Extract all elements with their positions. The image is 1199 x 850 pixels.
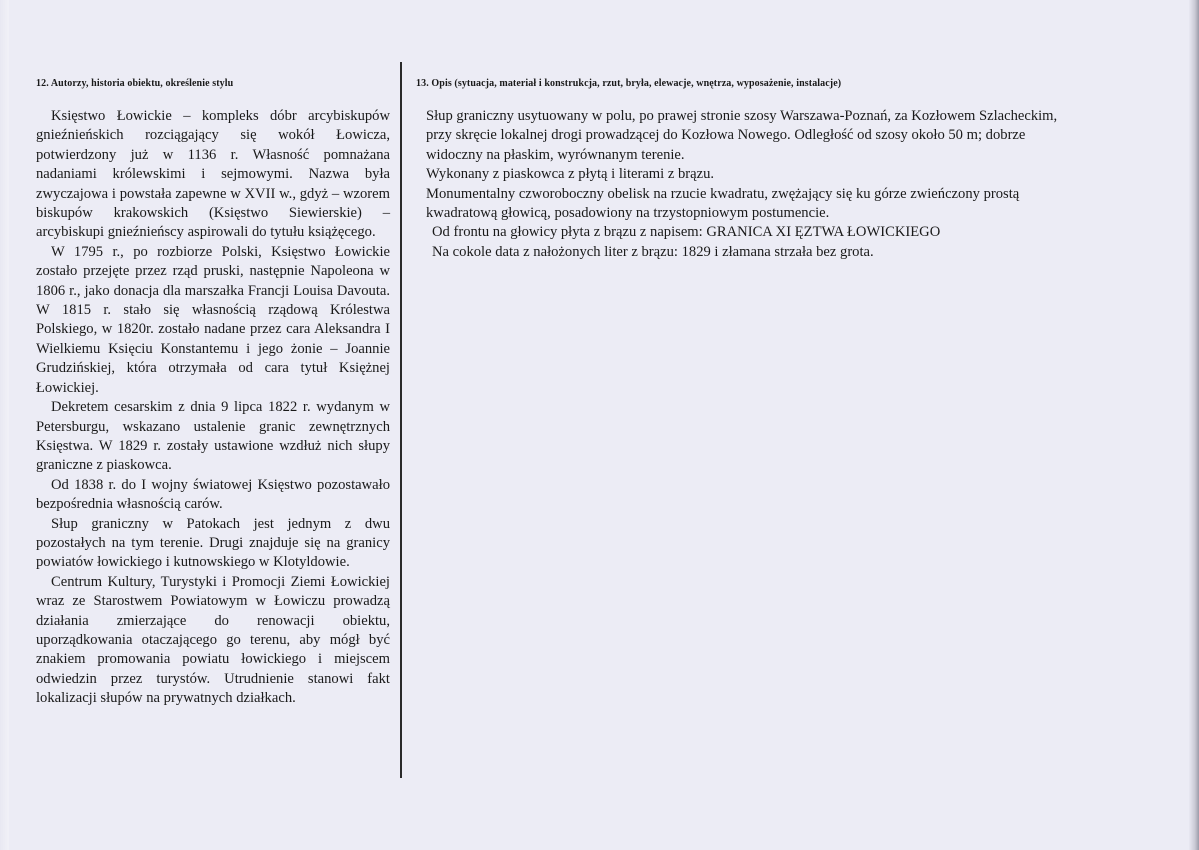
description-paragraph: Słup graniczny usytuowany w polu, po prawej stronie szosy Warszawa-Poznań, za Kozłowem Szlacheckim, przy skręcie lokalnej drogi prowadzącej do Kozłowa Nowego. Odległość od szosy około 50 m; dobrze widoczny na płaskim, wyrównanym terenie. — [426, 108, 1058, 163]
history-text-column — [36, 107, 390, 709]
description-paragraph: Na cokole data z nałożonych liter z brązu: 1829 i złamana strzała bez grota. — [432, 243, 874, 260]
section-12-heading: 12. Autorzy, historia obiektu, określenie stylu — [36, 78, 234, 89]
history-paragraph: Od 1838 r. do I wojny światowej Księstwo pozostawało bezpośrednia własnością carów. — [36, 476, 390, 513]
column-divider — [400, 62, 402, 778]
description-paragraph: Wykonany z piaskowca z płytą i literami z brązu. — [426, 166, 715, 183]
scan-left-edge — [0, 0, 9, 850]
history-paragraph: Słup graniczny w Patokach jest jednym z dwu pozostałych na tym terenie. Drugi znajduje się na granicy powiatów łowickiego i kutnowskiego w Klotyldowie. — [36, 515, 390, 571]
history-paragraph: Księstwo Łowickie – kompleks dóbr arcybiskupów gnieźnieńskich rozciągający się wokół Łowicza, potwierdzony już w 1136 r. Własność pomnażana nadaniami królewskimi i sejmowymi. Nazwa była zwyczajowa i powstała zapewne w XVII w., gdyż – wzorem biskupów krakowskich (Księstwo Siewierskie) – arcybiskupi gnieźnieńscy aspirowali do tytułu książęcego. — [36, 108, 390, 241]
scan-right-edge — [1189, 0, 1199, 850]
description-paragraph: Od frontu na głowicy płyta z brązu z napisem: GRANICA XI ĘZTWA ŁOWICKIEGO — [432, 224, 941, 241]
history-paragraph: W 1795 r., po rozbiorze Polski, Księstwo Łowickie zostało przejęte przez rząd pruski, następnie Napoleona w 1806 r., jako donacja dla marszałka Francji Louisa Davouta. W 1815 r. stało się własnością rządową Królestwa Polskiego, w 1820r. zostało nadane przez cara Aleksandra I Wielkiemu Księciu Konstantemu i jego żonie – Joannie Grudzińskiej, która otrzymała od cara tytuł Księżnej Łowickiej. — [36, 243, 390, 396]
description-paragraph: Monumentalny czworoboczny obelisk na rzucie kwadratu, zwężający się ku górze zwieńczony prostą kwadratową głowicą, posadowiony na trzystopniowym postumencie. — [426, 185, 1020, 222]
history-paragraph: Dekretem cesarskim z dnia 9 lipca 1822 r. wydanym w Petersburgu, wskazano ustalenie granic zewnętrznych Księstwa. W 1829 r. zostały ustawione wzdłuż nich słupy graniczne z piaskowca. — [36, 399, 390, 474]
description-text-column — [426, 107, 1066, 262]
section-13-heading: 13. Opis (sytuacja, materiał i konstrukcja, rzut, bryła, elewacje, wnętrza, wyposażenie, instalacje) — [416, 78, 842, 89]
history-paragraph: Centrum Kultury, Turystyki i Promocji Ziemi Łowickiej wraz ze Starostwem Powiatowym w Łowiczu prowadzą działania zmierzające do renowacji obiektu, uporządkowania otaczającego go terenu, aby mógł być znakiem promowania powiatu łowickiego i miejscem odwiedzin przez turystów. Utrudnienie stanowi fakt lokalizacji słupów na prywatnych działkach. — [36, 573, 390, 707]
